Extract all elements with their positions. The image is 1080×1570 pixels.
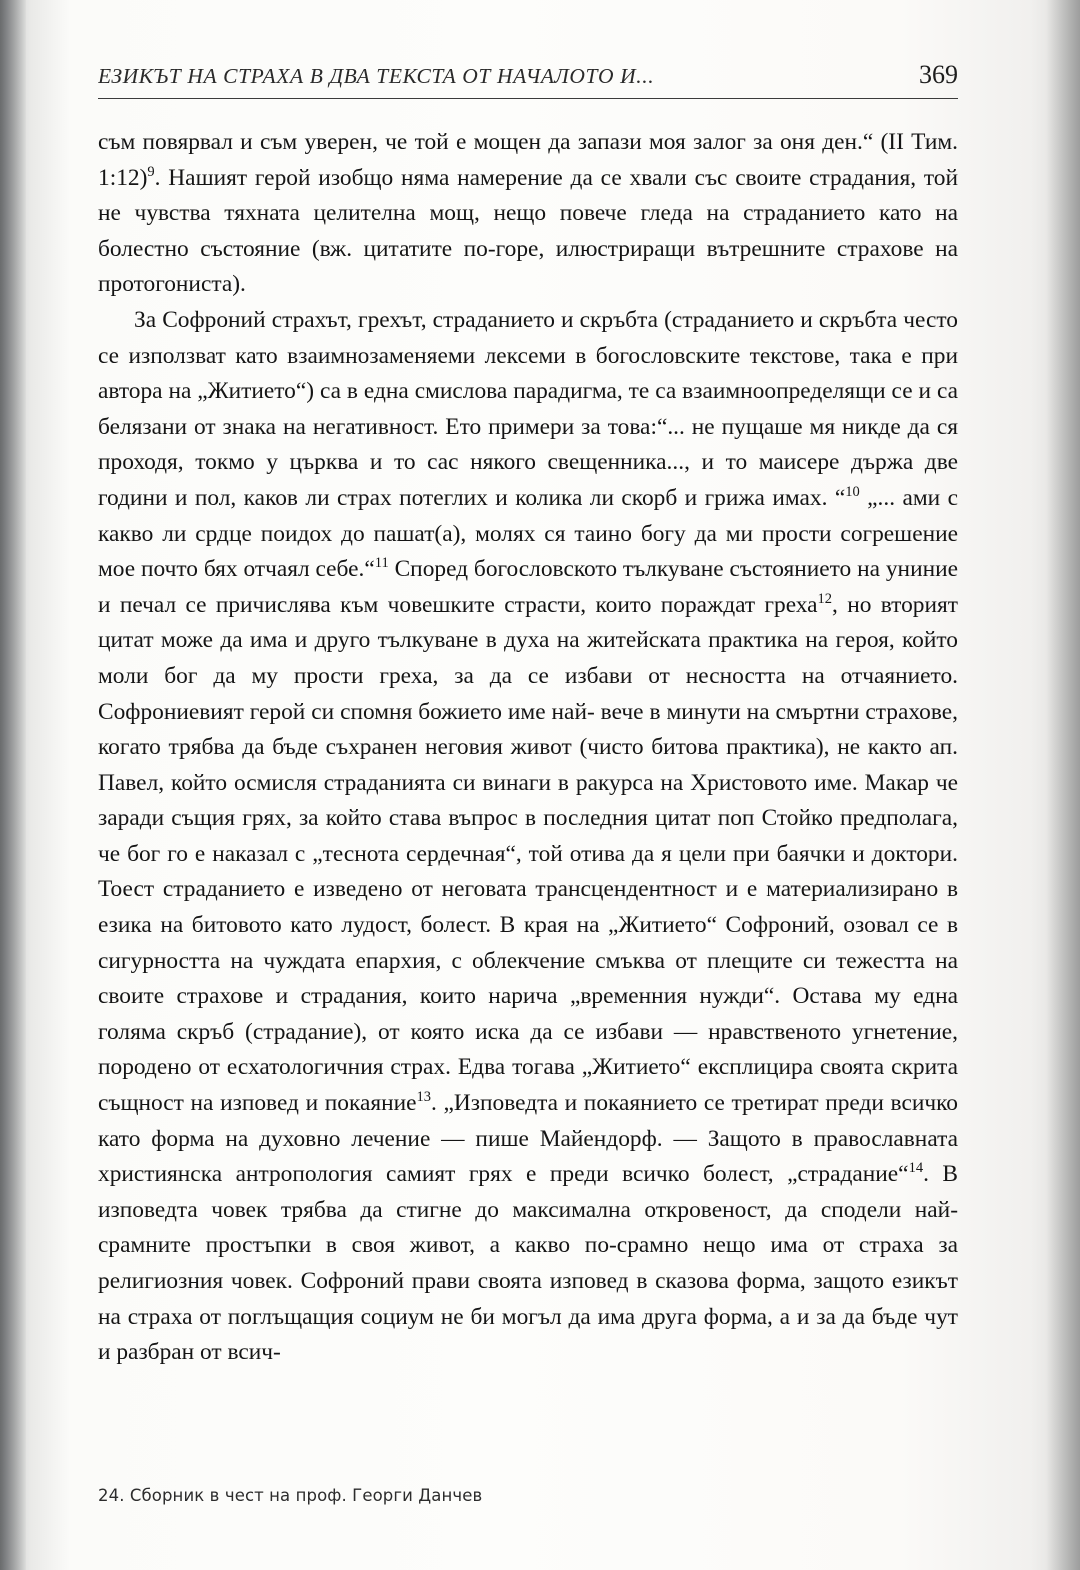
paragraph-2-part-c: Според богословското тълкуване състоянието на униние и печал се причислява към човешките страсти, които пораждат греха [98, 556, 958, 618]
page-left-shadow [0, 0, 26, 1570]
paragraph-2-part-f: . В изповедта човек трябва да стигне до максимална откровеност, да сподели най-срамните простъпки в своя живот, а какво по-срамно нещо има от страха за религиозния човек. Софроний прави своята изповед в сказова форма, защото езикът на страха от поглъщащия социум не би могъл да има друга форма, а и за да бъде чут и разбран от всич- [98, 1161, 958, 1366]
paragraph-2 [98, 303, 958, 1371]
footnote-marker-13: 13 [416, 1089, 432, 1106]
footnote-marker-11: 11 [374, 555, 389, 572]
footnote-marker-14: 14 [908, 1160, 924, 1177]
paragraph-2-part-b: „... ами с какво ли срдце поидох до пашат(а), молях ся таино богу да ми прости согрешение мое почто бях отчаял себе.“ [98, 484, 958, 583]
page-footer: 24. Сборник в чест на проф. Георги Данчев [98, 1486, 483, 1505]
footnote-marker-10: 10 [845, 484, 860, 501]
body-text [98, 125, 958, 1371]
footnote-marker-12: 12 [817, 590, 833, 607]
running-title: ЕЗИКЪТ НА СТРАХА В ДВА ТЕКСТА ОТ НАЧАЛОТО И... [98, 64, 655, 88]
page-content [98, 60, 958, 1371]
paragraph-1-continuation: . Нашият герой изобщо няма намерение да се хвали със своите страдания, той не чувства тяхната целителна мощ, нещо повече гледа на страданието като на болестно състояние (вж. цитатите по-горе, илюстриращи вътрешните страхове на протогониста). [98, 164, 958, 298]
paragraph-2-part-d: , но вторият цитат може да има и друго тълкуване в духа на житейската практика на героя, който моли бог да му прости греха, за да се избави от несността на отчаянието. Софрониевият герой си спомня божието име най- вече в минути на смъртни страхове, когато трябва да бъде съхранен неговия живот (чисто битова практика), не както ап. Павел, който осмисля страданията си винаги в ракурса на Христовото име. Макар че заради същия грях, за който става въпрос в последния цитат поп Стойко предполага, че бог го е наказал с „теснота сердечная“, той отива да я цели при баячки и доктори. Тоест страданието е изведено от неговата трансцендентност и е материализирано в езика на битовото като лудост, болест. В края на „Житието“ Софроний, озовал се в сигурността на чуждата епархия, с облекчение смъква от плещите си тежестта на своите страхове и страдания, които нарича „временния нужди“. Остава му една голяма скръб (страдание), от която иска да се избави — нравственото угнетение, породено от есхатологичния страх. Едва тогава „Житието“ експлицира своята скрита същност на изповед и покаяние [98, 591, 958, 1117]
paragraph-1-text: съм повярвал и съм уверен, че той е мощен да запази моя залог за оня ден.“ (II Тим. 1:12) [98, 129, 958, 191]
page-number: 369 [919, 60, 958, 89]
footnote-marker-9: 9 [147, 163, 155, 180]
paragraph-2-part-e: . „Изповедта и покаянието се третират преди всичко като форма на духовно лечение — пише Майендорф. — Защото в православната християнска антропология самият грях е преди всичко болест, „страдание“ [98, 1090, 958, 1188]
paragraph-1 [98, 125, 958, 303]
page-right-shadow [1046, 0, 1080, 1570]
paragraph-2-part-a: За Софроний страхът, грехът, страданието и скръбта (страданието и скръбта често се използват като взаимнозаменяеми лексеми в богословските текстове, така е при автора на „Житието“) са в една смислова парадигма, те са взаимноопределящи се и са белязани от знака на негативност. Ето примери за това:“... не пущаше мя никде да ся проходя, токмо у църква и то сас някого свещенника..., и то маисере държа две години и пол, каков ли страх потеглих и колика ли скорб и грижа имах. “ [98, 306, 958, 511]
page-header [98, 60, 958, 99]
